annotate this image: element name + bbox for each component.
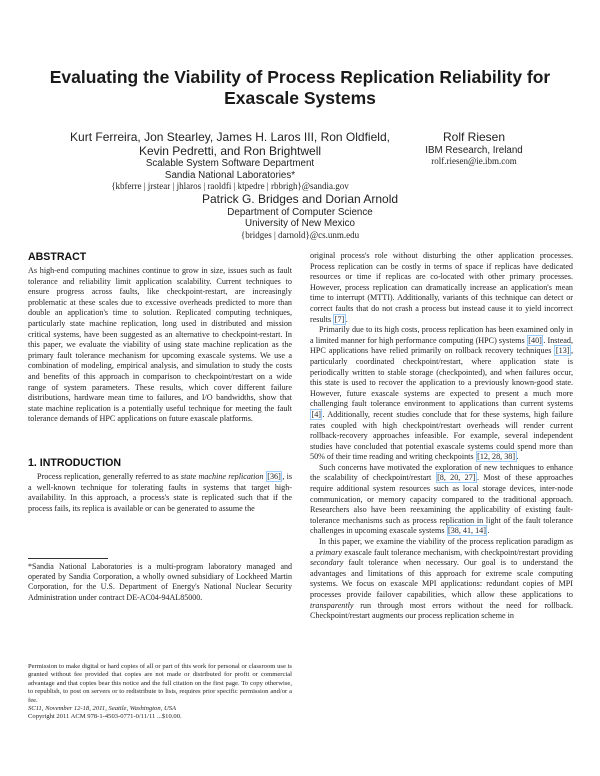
citation-link[interactable]: [4] — [311, 409, 321, 419]
citation-link[interactable]: [36] — [267, 472, 281, 481]
author-emails-unm: {bridges | darnold}@cs.unm.edu — [240, 229, 360, 240]
affiliation-unm: University of New Mexico — [245, 218, 355, 229]
author-block-ibm — [400, 131, 548, 167]
paragraph-1: original process's role without disturbing the other application processes. Process replication can be costly in terms of space if replicas have dedicated resources or time if replicas are co-located with other primary processes. However, process replication can dramatically increase an application's mean time to interrupt (MTTI). Additionally, variants of this technique can detect or correct faults that do not crash a process but instead cause it to yield incorrect results [7] . — [310, 251, 573, 324]
footnote: *Sandia National Laboratories is a multi-program laboratory managed and operated by Sandia Corporation, a wholly owned subsidiary of Lockheed Martin Corporation, for the U.S. Department of Energy's National Nuclear Security Administration under contract DE-AC04-94AL85000. — [28, 562, 292, 602]
author-emails: {kbferre | jrstear | jhlaros | raoldfi | ktpedre | rbbrigh}@sandia.gov — [111, 181, 349, 191]
author-block-sandia — [60, 131, 400, 192]
authors-sandia: Kurt Ferreira, Jon Stearley, James H. Laros III, Ron Oldfield, Kevin Pedretti, and Ron Brightwell — [70, 130, 390, 158]
abstract-heading: ABSTRACT — [28, 251, 87, 263]
affiliation-org: Sandia National Laboratories* — [164, 169, 296, 181]
citation-link[interactable]: [12, 28, 38] — [477, 452, 516, 462]
citation-link[interactable]: [8, 20, 27] — [437, 473, 476, 483]
venue: SC11, November 12-18, 2011, Seattle, Washington, USA — [28, 705, 177, 713]
citation-link[interactable]: [13] — [555, 346, 570, 356]
paragraph-2: Primarily due to its high costs, process replication has been examined only in a limited manner for high performance computing (HPC) systems [40] . Instead, HPC applications have relied primarily on rollback recovery techniques [13] , particularly coordinated checkpoint/restart, where application state is periodically written to stable storage (checkpointed), and when failures occur, this state is used to recover the application to a previously known-good state. However, future exascale systems are expected to present a much more challenging fault tolerance environment to applications than current systems [4] . Additionally, recent studies conclude that for these systems, high failure rates coupled with high checkpoint/restart overheads will render current rollback-recovery approaches infeasible. For example, several independent studies have concluded that potential exascale systems could spend more than 50% of their time reading and writing checkpoints [12, 28, 38] . — [310, 325, 573, 462]
paragraph-3: Such concerns have motivated the exploration of new techniques to enhance the scalability of checkpoint/restart [8, 20, 27] . Most of these approaches require additional system resources such as local storage devices, inter-node communication, or memory capacity compared to the traditional approach. Researchers also have been reexamining the applicability of existing fault-tolerance mechanisms such as process replication in light of the fault tolerance challenges in upcoming exascale systems [38, 41, 14] . — [310, 462, 573, 536]
author-block-unm — [200, 193, 400, 241]
affiliation-dept: Scalable System Software Department — [145, 158, 315, 169]
affiliation-unm-dept: Department of Computer Science — [227, 206, 373, 218]
citation-link[interactable]: [38, 41, 14] — [448, 526, 486, 536]
citation-link[interactable]: [7] — [334, 314, 345, 324]
author-email-ibm: rolf.riesen@ie.ibm.com — [431, 156, 517, 166]
authors-unm: Patrick G. Bridges and Dorian Arnold — [201, 192, 399, 206]
paragraph-4: In this paper, we examine the viability of the process replication paradigm as a primary exascale fault tolerance mechanism, with checkpoint/restart providing secondary fault tolerance when necessary. Our goal is to understand the advantages and limitations of this approach for extreme scale computing systems. We focus on exascale MPI applications: redundant copies of MPI processes provide failover capabilities, which allow these applications to transparently run through most errors without the need for rollback. Checkpoint/restart augments our process replication scheme in — [310, 537, 573, 621]
citation-link[interactable]: [40] — [528, 335, 542, 345]
copyright: Copyright 2011 ACM 978-1-4503-0771-0/11/11 ...$10.00. — [28, 713, 182, 721]
intro-heading: 1. INTRODUCTION — [28, 457, 121, 469]
affiliation-ibm: IBM Research, Ireland — [425, 144, 523, 156]
author-riesen: Rolf Riesen — [442, 130, 506, 144]
right-column — [310, 251, 573, 622]
abstract-text: As high-end computing machines continue to grow in size, issues such as fault tolerance and reliability limit application scalability. Current techniques to ensure progress across faults, like checkpoint-restart, are increasingly problematic at these scales due to excessive overheads predicted to more than double an application's time to solution. Replicated computing techniques, particularly state machine replication, long used in distributed and mission critical systems, have been suggested as an alternative to checkpoint-restart. In this paper, we evaluate the viability of using state machine replication as the primary fault tolerance mechanism for upcoming exascale systems. We use a combination of modeling, empirical analysis, and simulation to study the costs and benefits of this approach in comparison to checkpoint/restart on a wide range of system parameters. These results, which cover different failure distributions, hardware mean time to failures, and I/O bandwidths, show that state machine replication is a potentially useful technique for meeting the fault tolerance demands of HPC applications on future exascale platforms. — [28, 266, 292, 424]
footnote-rule — [28, 558, 108, 559]
permission-notice: Permission to make digital or hard copies of all or part of this work for personal or classroom use is granted without fee provided that copies are not made or distributed for profit or commercial advantage and that copies bear this notice and the full citation on the first page. To copy otherwise, to republish, to post on servers or to redistribute to lists, requires prior specific permission and/or a fee. SC11, November 12-18, 2011, Seattle, Washington, USA Copyright 2011 ACM 978-1-4503-0771-0/11/11 ...$10.00. — [28, 663, 292, 721]
paper-title: Evaluating the Viability of Process Replication Reliability for Exascale Systems — [49, 67, 551, 108]
intro-paragraph: Process replication, generally referred to as state machine replication [36] , is a well-known technique for tolerating faults in systems that target high-availability. In this approach, a process's state is replicated such that if the process fails, its replica is available or can be generated to assume the — [28, 472, 292, 513]
